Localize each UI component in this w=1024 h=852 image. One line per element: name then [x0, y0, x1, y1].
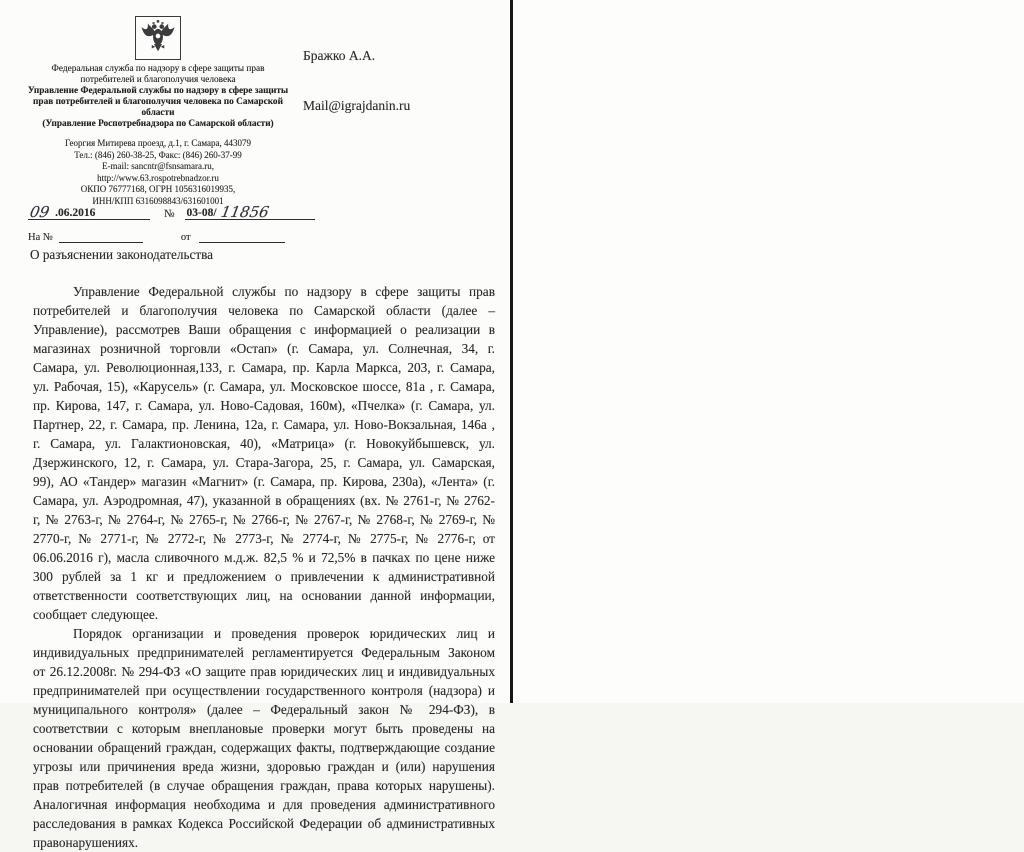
- subject-line: О разъяснении законодательства: [30, 247, 213, 262]
- russian-coat-of-arms-icon: [140, 19, 176, 58]
- org-name-parent: Федеральная служба по надзору в сфере защиты прав потребителей и благополучия человека: [51, 64, 265, 85]
- printed-month-year: .06.2016: [55, 207, 96, 219]
- letter-page-2: [513, 0, 1024, 703]
- body-paragraph: Управление Федеральной службы по надзору в сфере защиты прав потребителей и благополучия человека по Самарской области (далее – Управление), рассмотрев Ваши обращения с информацией о реализации в магазинах розничной торговли «Остап» (г. Самара, ул. Солнечная, 34, г. Самара, ул. Революционная,133, г. Самара, пр. Карла Маркса, 203, г. Самара, ул. Рабочая, 15), «Карусель» (г. Самара, ул. Московское шоссе, 81а , г. Самара, пр. Кирова, 147, г. Самара, ул. Ново-Садовая, 160м), «Пчелка» (г. Самара, ул. Партнер, 22, г. Самара, пр. Ленина, 12а, г. Самара, ул. Ново-Вокзальная, 146а , г. Самара, ул. Галактионовская, 40), «Матрица» (г. Новокуйбышевск, ул. Дзержинского, 12, г. Самара, ул. Стара-Загора, 25, г. Самара, ул. Самарская, 99), АО «Тандер» магазин «Магнит» (г. Самара, пр. Кирова, 230а), «Лента» (г. Самара, ул. Аэродромная, 47), указанной в обращениях (вх. № 2761-г, № 2762-г, № 2763-г, № 2764-г, № 2765-г, № 2766-г, № 2767-г, № 2768-г, № 2769-г, № 2770-г, № 2771-г, № 2772-г, № 2773-г, № 2774-г, № 2775-г, № 2776-г, от 06.06.2016 г), масла сливочного м.д.ж. 82,5 % и 72,5% в пачках по цене ниже 300 рублей за 1 кг и предложением о привлечении к административной ответственности соответствующих лиц, на основании данной информации, сообщает следующее.: [33, 284, 495, 622]
- org-address: Георгия Митирева проезд, д.1, г. Самара, 443079: [65, 138, 251, 148]
- org-inn-kpp: ИНН/КПП 6316098843/631601001: [92, 195, 224, 206]
- org-email: E-mail: sancntr@fsnsamara.ru,: [102, 161, 214, 171]
- handwritten-number: 11856: [219, 203, 270, 221]
- page1-body: [33, 282, 495, 852]
- emblem-frame: [135, 16, 181, 60]
- number-prefix: 03-08/: [186, 207, 217, 219]
- number-sign: №: [164, 208, 175, 220]
- recipient-email: Mail@igrajdanin.ru: [303, 98, 411, 113]
- org-okpo-ogrn: ОКПО 76777168, ОГРН 1056316019935,: [80, 184, 236, 194]
- outgoing-date-field: [28, 203, 150, 221]
- na-no-label: На №: [28, 232, 53, 243]
- incoming-number-blank: [59, 230, 143, 243]
- org-phone-fax: Тел.: (846) 260-38-25, Факс: (846) 260-37-99: [74, 149, 242, 160]
- org-name-short: (Управление Роспотребнадзора по Самарской области): [42, 119, 274, 129]
- incoming-date-blank: [199, 230, 285, 243]
- body-paragraph: Порядок организации и проведения проверок юридических лиц и индивидуальных предпринимателей регламентируется Федеральным Законом от 26.12.2008г. № 294-ФЗ «О защите прав юридических лиц и индивидуальных предпринимателей при осуществлении государственного контроля (надзора) и муниципального контроля» (далее – Федеральный закон № 294-ФЗ), в соответствии с которым внеплановые проверки могут быть проведены на основании обращений граждан, содержащих факты, подтверждающие создание угрозы или причинения вреда жизни, здоровью граждан и (или) нарушения прав потребителей (в случае обращения граждан, права которых нарушены). Аналогичная информация необходима и для проведения административного расследования в рамках Кодекса Российской Федерации об административных правонарушениях.: [33, 626, 495, 850]
- outgoing-number-field: [185, 203, 315, 221]
- reference-block: [28, 203, 318, 243]
- handwritten-day: 09: [28, 203, 51, 221]
- org-website: http://www.63.rospotrebnadzor.ru: [97, 172, 219, 183]
- recipient-name: Бражко А.А.: [303, 48, 376, 63]
- org-name-department: Управление Федеральной службы по надзору в сфере защиты прав потребителей и благополучия человека по Самарской области: [27, 86, 289, 118]
- letterhead: [26, 16, 290, 207]
- ot-label: от: [180, 232, 191, 243]
- letter-page-1: [0, 0, 510, 850]
